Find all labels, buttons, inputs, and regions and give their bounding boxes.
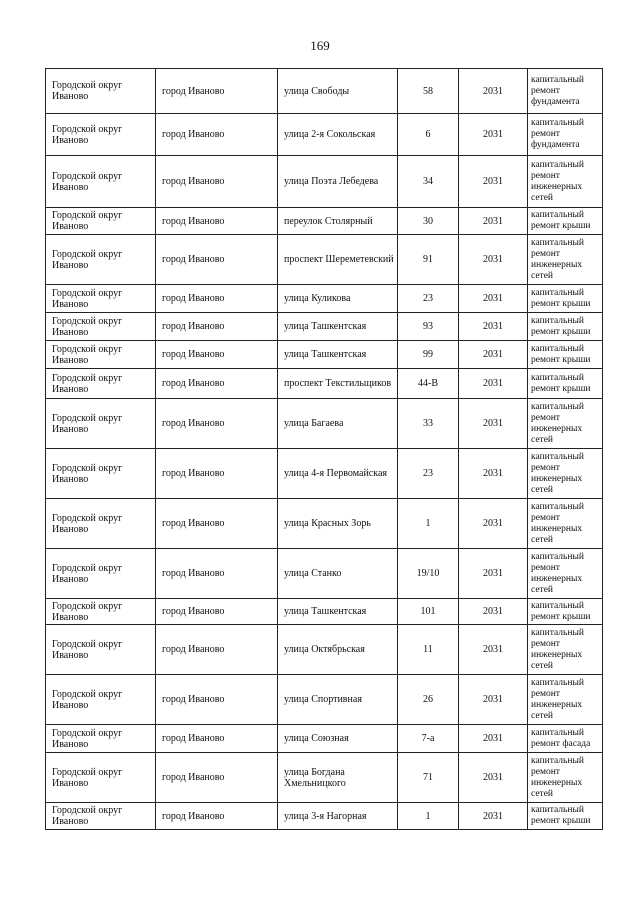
page-number: 169 bbox=[310, 38, 330, 53]
year-cell: 2031 bbox=[459, 69, 528, 114]
city-cell: город Иваново bbox=[156, 725, 278, 753]
city-cell: город Иваново bbox=[156, 156, 278, 208]
work-type-cell: капитальный ремонт инженерных сетей bbox=[528, 399, 603, 449]
year-cell: 2031 bbox=[459, 235, 528, 285]
street-cell: улица Станко bbox=[278, 549, 398, 599]
table-row bbox=[46, 449, 603, 499]
table-row bbox=[46, 313, 603, 341]
street-cell: улица Ташкентская bbox=[278, 341, 398, 369]
year-cell: 2031 bbox=[459, 313, 528, 341]
district-cell: Городской округ Иваново bbox=[46, 399, 156, 449]
district-cell: Городской округ Иваново bbox=[46, 208, 156, 235]
year-cell: 2031 bbox=[459, 449, 528, 499]
table-row bbox=[46, 625, 603, 675]
street-cell: проспект Текстильщиков bbox=[278, 369, 398, 399]
work-type-cell: капитальный ремонт фасада bbox=[528, 725, 603, 753]
year-cell: 2031 bbox=[459, 499, 528, 549]
street-cell: улица Поэта Лебедева bbox=[278, 156, 398, 208]
district-cell: Городской округ Иваново bbox=[46, 156, 156, 208]
street-cell: улица Куликова bbox=[278, 285, 398, 313]
street-cell: проспект Шереметевский bbox=[278, 235, 398, 285]
district-cell: Городской округ Иваново bbox=[46, 599, 156, 625]
city-cell: город Иваново bbox=[156, 235, 278, 285]
house-number-cell: 44-В bbox=[398, 369, 459, 399]
street-cell: улица Спортивная bbox=[278, 675, 398, 725]
year-cell: 2031 bbox=[459, 114, 528, 156]
table-row bbox=[46, 369, 603, 399]
house-number-cell: 7-а bbox=[398, 725, 459, 753]
district-cell: Городской округ Иваново bbox=[46, 753, 156, 803]
work-type-cell: капитальный ремонт крыши bbox=[528, 208, 603, 235]
work-type-cell: капитальный ремонт инженерных сетей bbox=[528, 156, 603, 208]
district-cell: Городской округ Иваново bbox=[46, 341, 156, 369]
district-cell: Городской округ Иваново bbox=[46, 449, 156, 499]
city-cell: город Иваново bbox=[156, 369, 278, 399]
house-number-cell: 101 bbox=[398, 599, 459, 625]
city-cell: город Иваново bbox=[156, 313, 278, 341]
street-cell: улица Багаева bbox=[278, 399, 398, 449]
city-cell: город Иваново bbox=[156, 499, 278, 549]
table-row bbox=[46, 69, 603, 114]
table-row bbox=[46, 114, 603, 156]
city-cell: город Иваново bbox=[156, 341, 278, 369]
table-row bbox=[46, 156, 603, 208]
table-row bbox=[46, 341, 603, 369]
house-number-cell: 33 bbox=[398, 399, 459, 449]
district-cell: Городской округ Иваново bbox=[46, 369, 156, 399]
year-cell: 2031 bbox=[459, 803, 528, 830]
house-number-cell: 23 bbox=[398, 285, 459, 313]
city-cell: город Иваново bbox=[156, 285, 278, 313]
house-number-cell: 99 bbox=[398, 341, 459, 369]
house-number-cell: 71 bbox=[398, 753, 459, 803]
year-cell: 2031 bbox=[459, 599, 528, 625]
street-cell: улица Ташкентская bbox=[278, 599, 398, 625]
house-number-cell: 34 bbox=[398, 156, 459, 208]
city-cell: город Иваново bbox=[156, 753, 278, 803]
year-cell: 2031 bbox=[459, 399, 528, 449]
table-row bbox=[46, 285, 603, 313]
city-cell: город Иваново bbox=[156, 449, 278, 499]
year-cell: 2031 bbox=[459, 285, 528, 313]
year-cell: 2031 bbox=[459, 725, 528, 753]
work-type-cell: капитальный ремонт инженерных сетей bbox=[528, 675, 603, 725]
table-row bbox=[46, 549, 603, 599]
year-cell: 2031 bbox=[459, 675, 528, 725]
year-cell: 2031 bbox=[459, 369, 528, 399]
work-type-cell: капитальный ремонт крыши bbox=[528, 313, 603, 341]
street-cell: улица 4-я Первомайская bbox=[278, 449, 398, 499]
district-cell: Городской округ Иваново bbox=[46, 69, 156, 114]
district-cell: Городской округ Иваново bbox=[46, 675, 156, 725]
street-cell: улица 2-я Сокольская bbox=[278, 114, 398, 156]
table-row bbox=[46, 725, 603, 753]
house-number-cell: 26 bbox=[398, 675, 459, 725]
house-number-cell: 58 bbox=[398, 69, 459, 114]
work-type-cell: капитальный ремонт инженерных сетей bbox=[528, 625, 603, 675]
city-cell: город Иваново bbox=[156, 69, 278, 114]
street-cell: улица Свободы bbox=[278, 69, 398, 114]
house-number-cell: 11 bbox=[398, 625, 459, 675]
street-cell: улица Союзная bbox=[278, 725, 398, 753]
district-cell: Городской округ Иваново bbox=[46, 114, 156, 156]
year-cell: 2031 bbox=[459, 549, 528, 599]
table-row bbox=[46, 753, 603, 803]
city-cell: город Иваново bbox=[156, 549, 278, 599]
district-cell: Городской округ Иваново bbox=[46, 499, 156, 549]
street-cell: улица 3-я Нагорная bbox=[278, 803, 398, 830]
table-row bbox=[46, 499, 603, 549]
street-cell: улица Красных Зорь bbox=[278, 499, 398, 549]
house-number-cell: 23 bbox=[398, 449, 459, 499]
city-cell: город Иваново bbox=[156, 399, 278, 449]
city-cell: город Иваново bbox=[156, 208, 278, 235]
house-number-cell: 30 bbox=[398, 208, 459, 235]
year-cell: 2031 bbox=[459, 625, 528, 675]
work-type-cell: капитальный ремонт инженерных сетей bbox=[528, 549, 603, 599]
table-row bbox=[46, 399, 603, 449]
district-cell: Городской округ Иваново bbox=[46, 285, 156, 313]
district-cell: Городской округ Иваново bbox=[46, 235, 156, 285]
work-type-cell: капитальный ремонт крыши bbox=[528, 369, 603, 399]
year-cell: 2031 bbox=[459, 208, 528, 235]
work-type-cell: капитальный ремонт крыши bbox=[528, 803, 603, 830]
work-type-cell: капитальный ремонт инженерных сетей bbox=[528, 499, 603, 549]
work-type-cell: капитальный ремонт крыши bbox=[528, 599, 603, 625]
house-number-cell: 1 bbox=[398, 499, 459, 549]
table-row bbox=[46, 803, 603, 830]
house-number-cell: 19/10 bbox=[398, 549, 459, 599]
table-row bbox=[46, 599, 603, 625]
work-type-cell: капитальный ремонт инженерных сетей bbox=[528, 753, 603, 803]
work-type-cell: капитальный ремонт инженерных сетей bbox=[528, 235, 603, 285]
work-type-cell: капитальный ремонт крыши bbox=[528, 285, 603, 313]
house-number-cell: 91 bbox=[398, 235, 459, 285]
district-cell: Городской округ Иваново bbox=[46, 725, 156, 753]
city-cell: город Иваново bbox=[156, 625, 278, 675]
table-body bbox=[46, 69, 603, 830]
street-cell: улица Октябрьская bbox=[278, 625, 398, 675]
housing-repair-table bbox=[45, 68, 603, 830]
district-cell: Городской округ Иваново bbox=[46, 625, 156, 675]
house-number-cell: 6 bbox=[398, 114, 459, 156]
year-cell: 2031 bbox=[459, 156, 528, 208]
work-type-cell: капитальный ремонт фундамента bbox=[528, 69, 603, 114]
table-row bbox=[46, 208, 603, 235]
year-cell: 2031 bbox=[459, 341, 528, 369]
table-row bbox=[46, 675, 603, 725]
city-cell: город Иваново bbox=[156, 599, 278, 625]
work-type-cell: капитальный ремонт инженерных сетей bbox=[528, 449, 603, 499]
work-type-cell: капитальный ремонт фундамента bbox=[528, 114, 603, 156]
year-cell: 2031 bbox=[459, 753, 528, 803]
house-number-cell: 93 bbox=[398, 313, 459, 341]
street-cell: переулок Столярный bbox=[278, 208, 398, 235]
house-number-cell: 1 bbox=[398, 803, 459, 830]
city-cell: город Иваново bbox=[156, 803, 278, 830]
street-cell: улица Ташкентская bbox=[278, 313, 398, 341]
street-cell: улица Богдана Хмельницкого bbox=[278, 753, 398, 803]
district-cell: Городской округ Иваново bbox=[46, 549, 156, 599]
city-cell: город Иваново bbox=[156, 114, 278, 156]
table-row bbox=[46, 235, 603, 285]
work-type-cell: капитальный ремонт крыши bbox=[528, 341, 603, 369]
district-cell: Городской округ Иваново bbox=[46, 313, 156, 341]
district-cell: Городской округ Иваново bbox=[46, 803, 156, 830]
city-cell: город Иваново bbox=[156, 675, 278, 725]
